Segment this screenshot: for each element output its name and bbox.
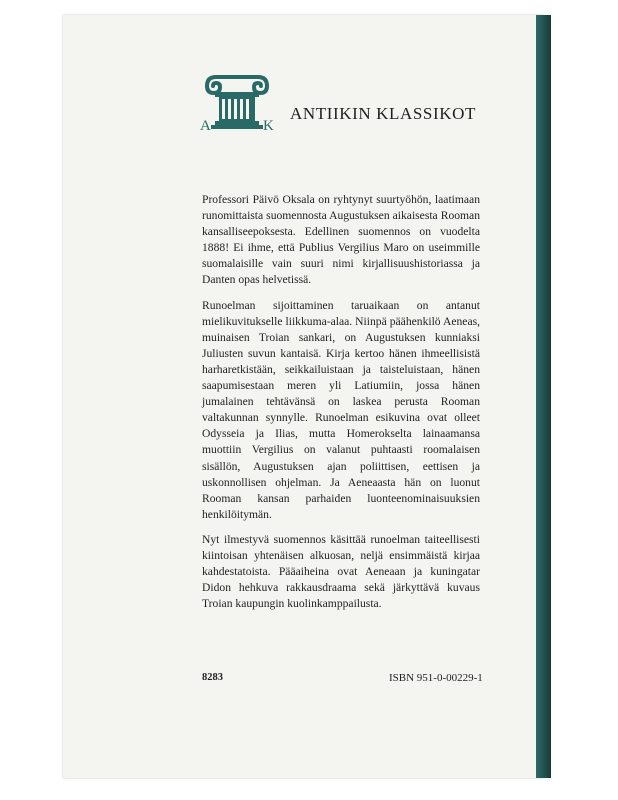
blurb-paragraph: Runoelman sijoittaminen taruaikaan on antanut mielikuvitukselle liikkuma-alaa. Niinpä päähenkilö Aeneas, muinaisen Troian sankari, on Augustuksen kunniaksi Juliusten suvun kantaisä. Kirja kertoo hänen ihmeellisistä harharetkistään, seikkailuistaan ja taisteluistaan, hänen saapumisestaan meren yli Latiumiin, jossa hänen jumalainen tehtävänsä on laskea perusta Rooman valtakunnan synnylle. Runoelman esikuvina ovat olleet Odysseia ja Ilias, mutta Homerokselta lainaamansa muottiin Vergilius on valanut puhtaasti roomalaisen sisällön, Augustuksen ajan poliittisen, eettisen ja uskonnollisen ohjelman. Ja Aeneaasta hän on luonut Rooman kansan parhaiden luonteenominaisuuksien henkilöitymän. bbox=[202, 298, 480, 521]
isbn-number: ISBN 951-0-00229-1 bbox=[389, 672, 483, 684]
blurb-paragraph: Professori Päivö Oksala on ryhtynyt suurtyöhön, laatimaan runomittaista suomennosta Augustuksen aikaisesta Rooman kansalliseepoksesta. Edellinen suomennos on vuodelta 1888! Ei ihme, että Publius Vergilius Maro on useimmille suomalaisille vain suuri nimi kirjallisuushistoriassa ja Danten opas helvetissä. bbox=[202, 193, 480, 287]
blurb-text bbox=[202, 192, 480, 621]
book-spine bbox=[536, 15, 551, 778]
logo-letter-a: A bbox=[200, 118, 211, 132]
logo-letter-k: K bbox=[263, 118, 274, 132]
ionic-column-logo-icon bbox=[199, 74, 275, 132]
publisher-code: 8283 bbox=[202, 672, 223, 683]
blurb-paragraph: Nyt ilmestyvä suomennos käsittää runoelman taiteellisesti kiintoisan yhtenäisen alkuosan, neljä ensimmäistä kirjaa kahdestatoista. Pääaiheina ovat Aeneaan ja kuningatar Didon hehkuva rakkausdraama sekä järkyttävä kuvaus Troian kaupungin kuolinkamppailusta. bbox=[202, 532, 480, 611]
series-title: ANTIIKIN KLASSIKOT bbox=[290, 104, 476, 123]
